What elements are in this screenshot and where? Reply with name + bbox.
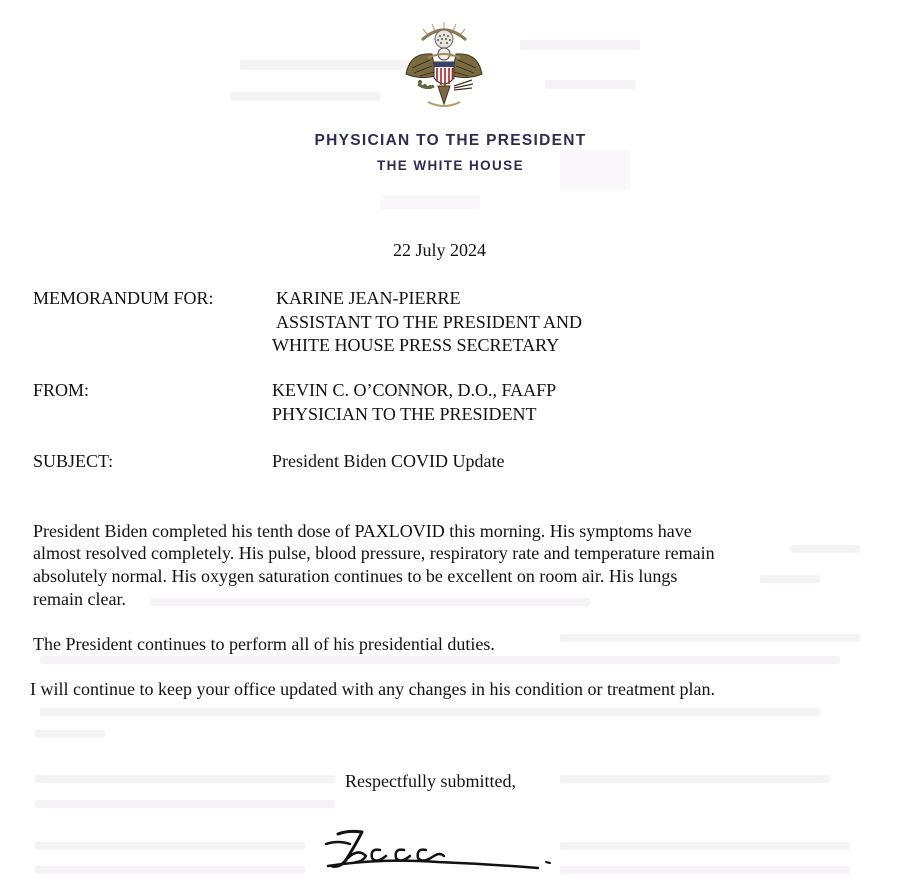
memo-for-line: KARINE JEAN-PIERRE	[276, 288, 461, 308]
letterhead-office: PHYSICIAN TO THE PRESIDENT	[314, 132, 587, 149]
from-line: PHYSICIAN TO THE PRESIDENT	[272, 404, 537, 424]
from-line: KEVIN C. O’CONNOR, D.O., FAAFP	[272, 380, 557, 400]
closing-text: Respectfully submitted,	[345, 771, 516, 791]
subject-label: SUBJECT:	[33, 451, 114, 471]
memo-date: 22 July 2024	[393, 240, 487, 260]
memo-for-line: ASSISTANT TO THE PRESIDENT AND	[276, 312, 582, 332]
memo-for-label: MEMORANDUM FOR:	[33, 288, 214, 308]
body-line: President Biden completed his tenth dose of PAXLOVID this morning. His symptoms have	[33, 521, 692, 541]
letterhead-house: THE WHITE HOUSE	[376, 158, 524, 173]
subject-value: President Biden COVID Update	[272, 451, 505, 471]
body-line: remain clear.	[33, 589, 126, 609]
body-line: absolutely normal. His oxygen saturation continues to be excellent on room air. His lungs	[33, 566, 678, 586]
handwritten-signature-icon	[318, 822, 558, 882]
from-label: FROM:	[33, 380, 90, 400]
memo-for-line: WHITE HOUSE PRESS SECRETARY	[272, 335, 560, 355]
body-paragraph-2: The President continues to perform all of his presidential duties.	[33, 634, 495, 654]
body-line: almost resolved completely. His pulse, blood pressure, respiratory rate and temperature remain	[33, 543, 715, 563]
presidential-seal-icon	[398, 18, 490, 114]
body-paragraph-3: I will continue to keep your office updated with any changes in his condition or treatment plan.	[30, 679, 715, 699]
